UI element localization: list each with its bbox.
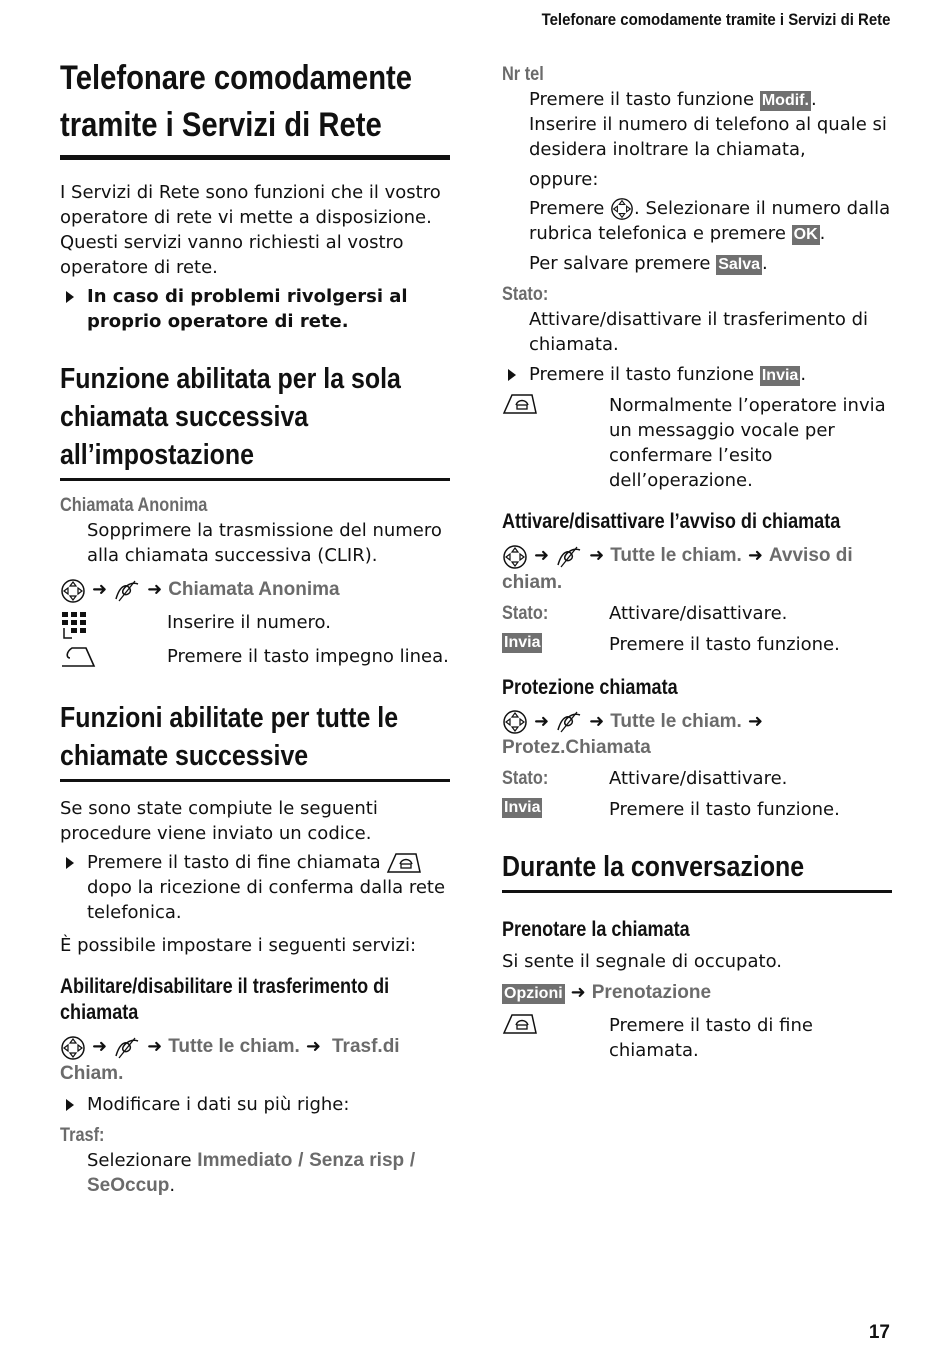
- softkey-invia: Invia: [761, 367, 799, 384]
- subsection-callback-title: Prenotare la chiamata: [502, 918, 690, 941]
- operator-note: Normalmente l’operatore invia un messaggio vocale per confermare l’esito dell’operazione.: [609, 395, 886, 491]
- sub3-stato-label: Stato:: [502, 768, 549, 789]
- sub3-stato-row: [502, 766, 892, 791]
- sub2-stato-row: [502, 601, 892, 626]
- sub4-step-row: [502, 1013, 892, 1063]
- sub3-key-text: Premere il tasto funzione.: [609, 799, 840, 820]
- softkey-salva: Salva: [718, 256, 761, 273]
- running-header: Telefonare comodamente tramite i Servizi di Rete: [541, 10, 890, 29]
- section1-step1: [60, 610, 450, 640]
- salva-text: Per salvare premere Salva .: [529, 253, 768, 274]
- sub2-key-row: [502, 632, 892, 657]
- end-call-key-icon: [386, 852, 422, 874]
- subsection-call-forwarding-title: Abilitare/disabilitare il trasferimento di chiamata: [60, 975, 390, 1024]
- menu-item-trasf-di-chiam: Trasf.di Chiam.: [60, 1036, 400, 1084]
- arrow-icon: ➜: [534, 710, 550, 732]
- control-key-icon: [502, 709, 528, 735]
- network-services-icon: [113, 579, 141, 603]
- nrtel-label: Nr tel: [502, 64, 544, 85]
- during-call-heading-block: [502, 848, 892, 893]
- section2-heading-block: [60, 699, 450, 782]
- section2-bullet: Premere il tasto di fine chiamata dopo la ricezione di conferma dalla rete telefonica.: [60, 850, 450, 925]
- arrow-icon: ➜: [92, 579, 108, 600]
- menu-item-chiamata-anonima: Chiamata Anonima: [168, 579, 340, 600]
- left-column: [60, 55, 450, 1198]
- control-key-icon: [610, 197, 634, 221]
- control-key-icon: [502, 544, 528, 570]
- sub2-path: [502, 543, 892, 595]
- keypad-icon: [60, 610, 90, 640]
- nrtel-text3: Premere . Selezionare il numero dalla rubrica telefonica e premere OK .: [529, 198, 891, 244]
- arrow-icon: ➜: [589, 545, 605, 566]
- subsection-call-protection-title: Protezione chiamata: [502, 675, 678, 699]
- page-number: 17: [868, 1322, 890, 1343]
- network-services-icon: [555, 710, 583, 734]
- option-seoccup: SeOccup: [87, 1174, 170, 1196]
- nrtel-text2: Inserire il numero di telefono al quale si desidera inoltrare la chiamata,: [529, 114, 887, 160]
- arrow-icon: ➜: [305, 1036, 321, 1057]
- end-call-key-icon: [502, 1013, 538, 1035]
- menu-item-tutte-le-chiam: Tutte le chiam.: [610, 710, 742, 732]
- arrow-icon: ➜: [92, 1036, 108, 1057]
- nrtel-text1: Premere il tasto funzione Modif. .: [529, 89, 817, 110]
- arrow-icon: ➜: [747, 545, 763, 566]
- control-key-icon: [60, 578, 86, 604]
- menu-item-protez-chiamata: Protez.Chiamata: [502, 737, 651, 758]
- section2-intro: Se sono state compiute le seguenti procedure viene inviato un codice.: [60, 798, 378, 844]
- section1-heading-block: [60, 360, 450, 481]
- section1-label: Chiamata Anonima: [60, 495, 208, 516]
- end-call-key-icon: [502, 393, 538, 415]
- operator-note-row: [502, 393, 892, 493]
- sub3-key-row: [502, 797, 892, 822]
- talk-key-icon: [60, 644, 96, 668]
- subsection-call-waiting-title: Attivare/disattivare l’avviso di chiamata: [502, 510, 841, 533]
- sub1-select: Selezionare Immediato / Senza risp / SeOccup.: [87, 1149, 416, 1196]
- sub3-path: [502, 709, 892, 761]
- menu-item-prenotazione: Prenotazione: [591, 982, 712, 1003]
- right-column: [502, 62, 892, 1063]
- page-title-block: [60, 55, 450, 160]
- softkey-modif: Modif.: [761, 92, 809, 109]
- menu-item-avviso-di-chiam: Avviso di chiam.: [502, 545, 853, 593]
- section2-title: Funzioni abilitate per tutte le chiamate successive: [60, 702, 399, 772]
- oppure-text: oppure:: [529, 169, 599, 190]
- sub2-stato-label: Stato:: [502, 602, 549, 624]
- section1-step2-text: Premere il tasto impegno linea.: [167, 646, 449, 667]
- sub1-label: Trasf:: [60, 1124, 105, 1146]
- option-senza-risp: Senza risp: [309, 1149, 405, 1171]
- sub3-stato-text: Attivare/disattivare.: [609, 768, 788, 789]
- section1-step1-text: Inserire il numero.: [167, 612, 331, 633]
- page-title: Telefonare comodamente tramite i Servizi di Rete: [60, 59, 413, 144]
- softkey-invia: Invia: [504, 633, 541, 651]
- arrow-icon: ➜: [534, 545, 550, 566]
- arrow-icon: ➜: [147, 579, 163, 600]
- section1-title: Funzione abilitata per la sola chiamata successiva all’impostazione: [60, 363, 401, 471]
- menu-item-tutte-le-chiam: Tutte le chiam.: [168, 1036, 300, 1057]
- section2-possible: È possibile impostare i seguenti servizi:: [60, 935, 417, 956]
- network-services-icon: [113, 1036, 141, 1060]
- arrow-icon: ➜: [747, 710, 763, 732]
- arrow-icon: ➜: [570, 982, 586, 1003]
- sub2-key-text: Premere il tasto funzione.: [609, 633, 840, 655]
- sub4-text: Si sente il segnale di occupato.: [502, 951, 782, 972]
- control-key-icon: [60, 1035, 86, 1061]
- sub4-step-text: Premere il tasto di fine chiamata.: [609, 1015, 813, 1061]
- section1-step2: [60, 644, 450, 669]
- stato-text: Attivare/disattivare il trasferimento di chiamata.: [529, 309, 869, 355]
- arrow-icon: ➜: [147, 1036, 163, 1057]
- network-services-icon: [555, 545, 583, 569]
- stato-label: Stato:: [502, 284, 549, 305]
- sub1-path: [60, 1034, 450, 1086]
- softkey-ok: OK: [793, 226, 818, 243]
- intro-paragraph: I Servizi di Rete sono funzioni che il vostro operatore di rete vi mette a disposizione. Questi servizi vanno richiesti al vostro operatore di rete.: [60, 182, 441, 278]
- menu-item-tutte-le-chiam: Tutte le chiam.: [610, 545, 742, 566]
- sub4-path: [502, 980, 892, 1005]
- intro-bullet: In caso di problemi rivolgersi al proprio operatore di rete.: [60, 284, 450, 334]
- option-immediato: Immediato: [197, 1149, 293, 1171]
- sub1-bullet: Modificare i dati su più righe:: [60, 1092, 450, 1117]
- section1-desc: Sopprimere la trasmissione del numero alla chiamata successiva (CLIR).: [87, 520, 442, 566]
- arrow-icon: ➜: [589, 710, 605, 732]
- invia-bullet: Premere il tasto funzione Invia .: [502, 362, 892, 387]
- section1-path: [60, 576, 450, 604]
- during-call-title: Durante la conversazione: [502, 851, 805, 883]
- sub2-stato-text: Attivare/disattivare.: [609, 602, 788, 624]
- softkey-invia: Invia: [504, 799, 541, 816]
- softkey-opzioni: Opzioni: [504, 985, 563, 1002]
